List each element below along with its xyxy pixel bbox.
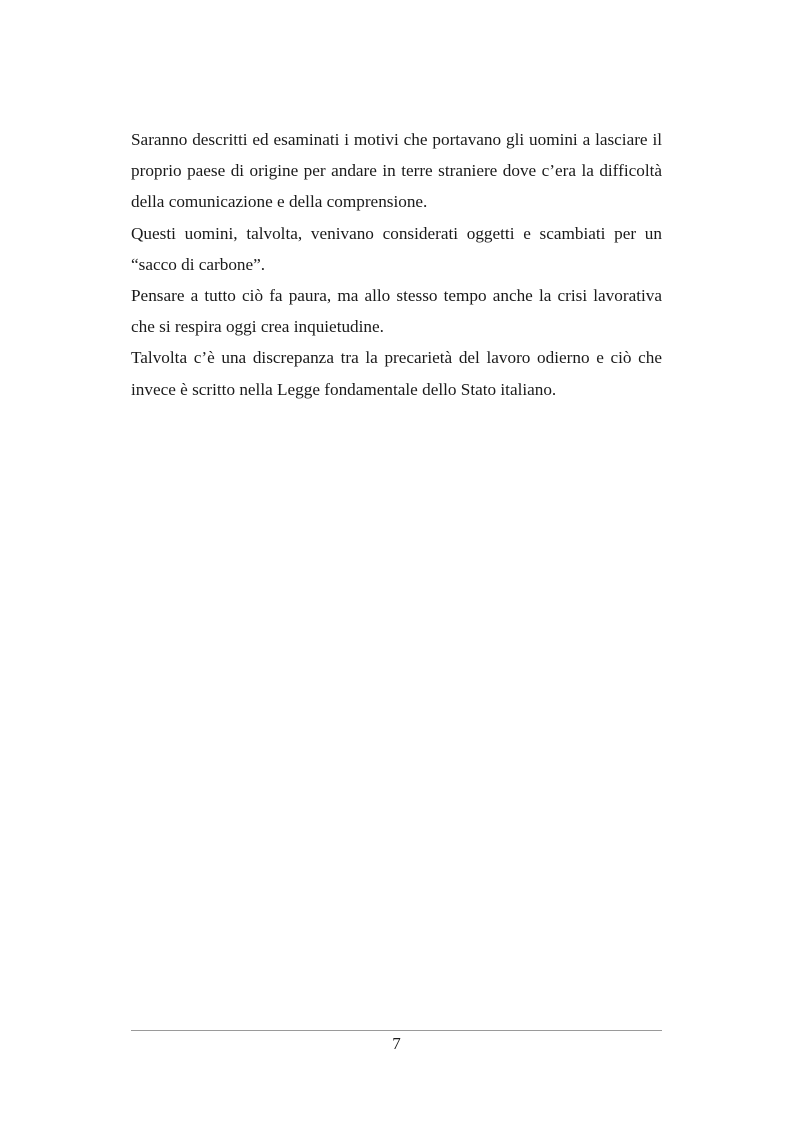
paragraph-4: Talvolta c’è una discrepanza tra la precarietà del lavoro odierno e ciò che invece è scritto nella Legge fondamentale dello Stato italiano. <box>131 348 662 399</box>
footer-divider <box>131 1030 662 1031</box>
page-number: 7 <box>392 1034 401 1053</box>
paragraph-1: Saranno descritti ed esaminati i motivi che portavano gli uomini a lasciare il proprio paese di origine per andare in terre straniere dove c’era la difficoltà della comunicazione e della comprensione. <box>131 130 662 212</box>
page-body-text <box>131 124 662 405</box>
paragraph-2: Questi uomini, talvolta, venivano considerati oggetti e scambiati per un “sacco di carbone”. <box>131 223 662 274</box>
paragraph-3: Pensare a tutto ciò fa paura, ma allo stesso tempo anche la crisi lavorativa che si respira oggi crea inquietudine. <box>131 286 662 337</box>
